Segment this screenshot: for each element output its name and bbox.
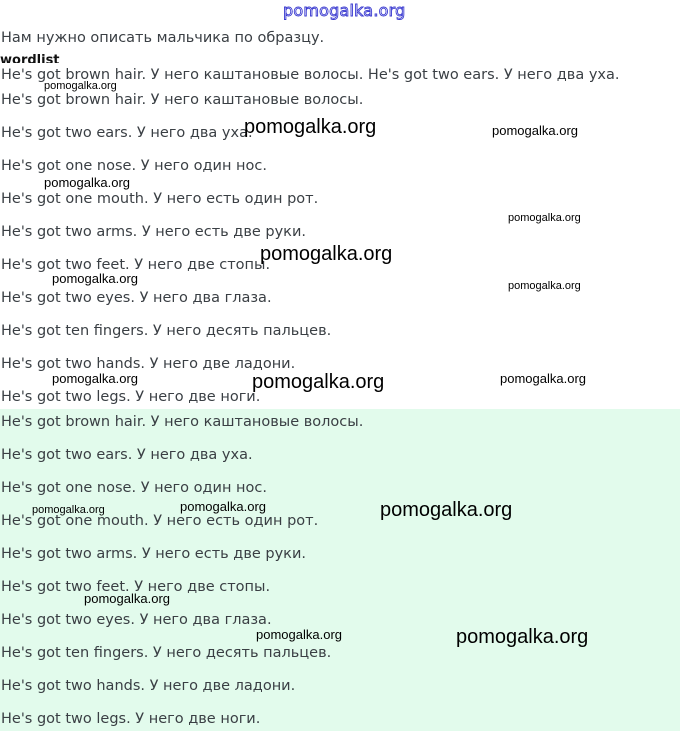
watermark: pomogalka.org xyxy=(380,499,513,521)
sentence: He's got two arms. У него есть две руки. xyxy=(1,224,306,240)
sentence: He's got two legs. У него две ноги. xyxy=(1,389,261,405)
wordlist-heading: wordlist xyxy=(0,53,60,63)
watermark: pomogalka.org xyxy=(32,504,105,516)
sentence: He's got two hands. У него две ладони. xyxy=(1,356,296,372)
sentence: He's got two eyes. У него два глаза. xyxy=(1,290,272,306)
site-logo[interactable]: pomogalka.org xyxy=(283,1,406,20)
answer-sentence: He's got brown hair. У него каштановые волосы. xyxy=(1,414,364,430)
answer-sentence: He's got two arms. У него есть две руки. xyxy=(1,546,306,562)
first-line: He's got brown hair. У него каштановые волосы. He's got two ears. У него два уха. xyxy=(1,67,620,83)
watermark: pomogalka.org xyxy=(456,626,589,648)
sentence: He's got one mouth. У него есть один рот. xyxy=(1,191,319,207)
watermark: pomogalka.org xyxy=(260,243,393,265)
sentence: He's got two ears. У него два уха. xyxy=(1,125,253,141)
intro-text: Нам нужно описать мальчика по образцу. xyxy=(1,30,325,46)
answer-sentence: He's got ten fingers. У него десять пальцев. xyxy=(1,645,332,661)
sentence: He's got two feet. У него две стопы. xyxy=(1,257,271,273)
watermark: pomogalka.org xyxy=(256,627,342,642)
watermark: pomogalka.org xyxy=(44,80,117,92)
watermark: pomogalka.org xyxy=(52,371,138,386)
answer-sentence: He's got two legs. У него две ноги. xyxy=(1,711,261,727)
sentence: He's got one nose. У него один нос. xyxy=(1,158,267,174)
answer-sentence: He's got one nose. У него один нос. xyxy=(1,480,267,496)
answer-sentence: He's got two feet. У него две стопы. xyxy=(1,579,271,595)
watermark: pomogalka.org xyxy=(84,591,170,606)
watermark: pomogalka.org xyxy=(252,371,385,393)
sentence: He's got ten fingers. У него десять пальцев. xyxy=(1,323,332,339)
watermark: pomogalka.org xyxy=(44,175,130,190)
watermark: pomogalka.org xyxy=(508,212,581,224)
watermark: pomogalka.org xyxy=(52,271,138,286)
answer-sentence: He's got one mouth. У него есть один рот. xyxy=(1,513,319,529)
watermark: pomogalka.org xyxy=(492,123,578,138)
answer-sentence: He's got two hands. У него две ладони. xyxy=(1,678,296,694)
watermark: pomogalka.org xyxy=(500,371,586,386)
watermark: pomogalka.org xyxy=(244,116,377,138)
answer-sentence: He's got two eyes. У него два глаза. xyxy=(1,612,272,628)
watermark: pomogalka.org xyxy=(508,280,581,292)
sentence: He's got brown hair. У него каштановые волосы. xyxy=(1,92,364,108)
answer-sentence: He's got two ears. У него два уха. xyxy=(1,447,253,463)
watermark: pomogalka.org xyxy=(180,499,266,514)
